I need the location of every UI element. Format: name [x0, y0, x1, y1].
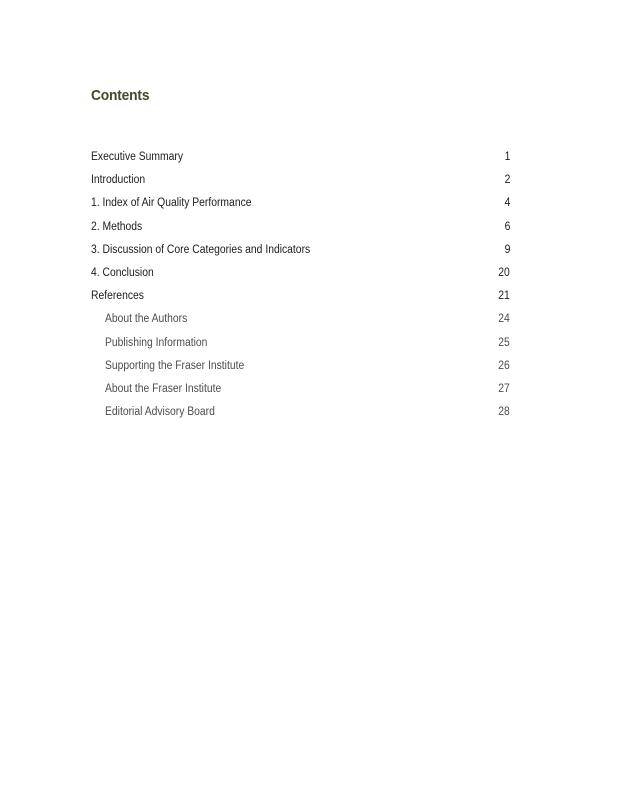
toc-entry-label: Executive Summary	[91, 151, 184, 163]
toc-entry-label: References	[91, 290, 144, 303]
toc-entry-page-number: 6	[504, 220, 510, 233]
toc-entry-methods[interactable]	[91, 217, 510, 240]
toc-entry-page-number: 27	[498, 382, 510, 395]
toc-entry-label: 4. Conclusion	[91, 266, 154, 279]
toc-entry-publishing-information[interactable]	[91, 333, 510, 356]
toc-entry-page-number: 24	[498, 313, 510, 326]
toc-entry-label: Editorial Advisory Board	[105, 406, 215, 419]
toc-entry-page-number: 4	[504, 197, 510, 210]
toc-entry-page-number: 26	[498, 359, 510, 372]
toc-entry-executive-summary[interactable]	[91, 147, 510, 170]
toc-entry-editorial-board[interactable]	[91, 402, 510, 425]
toc-entry-about-authors[interactable]	[91, 309, 510, 332]
toc-entry-page-number: 21	[498, 290, 510, 303]
toc-entry-label: About the Fraser Institute	[105, 382, 222, 395]
toc-entry-page-number: 28	[498, 406, 510, 419]
toc-entry-about-institute[interactable]	[91, 379, 510, 402]
toc-entry-page-number: 9	[504, 243, 510, 256]
toc-entry-label: 3. Discussion of Core Categories and Indicators	[91, 243, 311, 256]
toc-entry-page-number: 20	[498, 266, 510, 279]
page-title: Contents	[91, 87, 150, 104]
toc-entry-label: About the Authors	[105, 313, 188, 326]
toc-entry-conclusion[interactable]	[91, 263, 510, 286]
toc-entry-page-number: 2	[504, 174, 510, 187]
toc-entry-label: 1. Index of Air Quality Performance	[91, 197, 252, 210]
toc-entry-label: Introduction	[91, 174, 146, 187]
toc-entry-index-air-quality[interactable]	[91, 193, 510, 216]
toc-entry-page-number: 25	[498, 336, 510, 349]
toc-entry-label: Supporting the Fraser Institute	[105, 359, 245, 372]
table-of-contents	[91, 147, 510, 425]
toc-entry-supporting-institute[interactable]	[91, 356, 510, 379]
toc-entry-discussion[interactable]	[91, 240, 510, 263]
toc-entry-label: Publishing Information	[105, 336, 208, 349]
toc-entry-references[interactable]	[91, 286, 510, 309]
toc-entry-introduction[interactable]	[91, 170, 510, 193]
toc-entry-label: 2. Methods	[91, 220, 143, 233]
toc-entry-page-number: 1	[504, 151, 510, 163]
